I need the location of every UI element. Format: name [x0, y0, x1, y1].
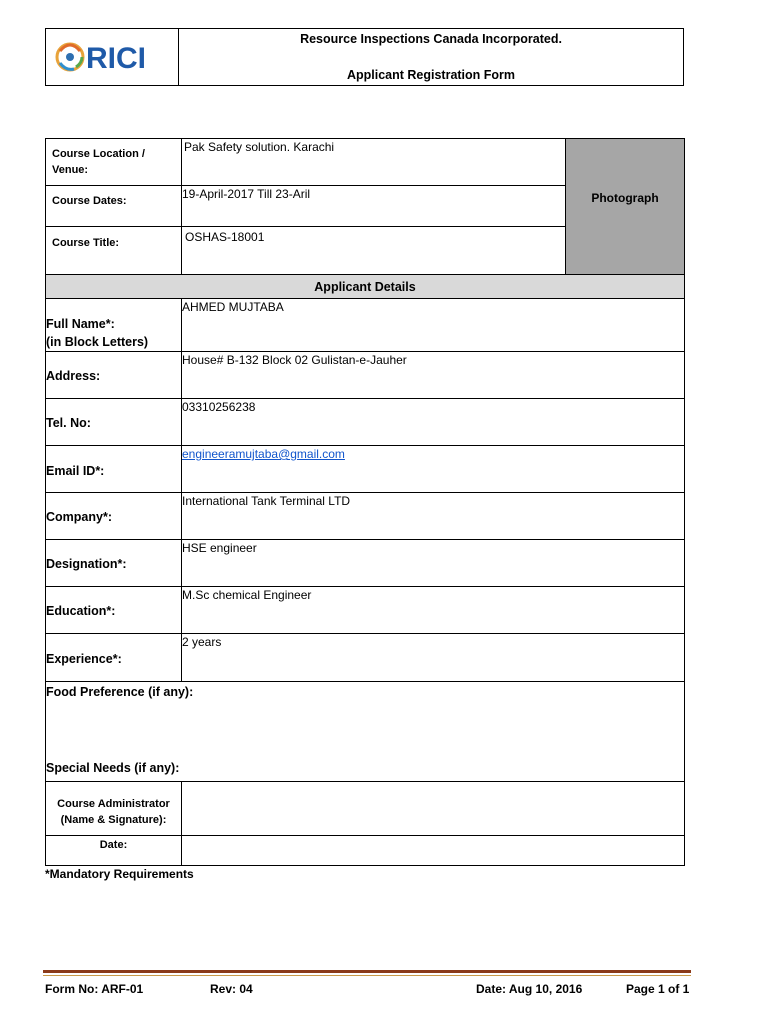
photograph-label: Photograph: [591, 191, 659, 205]
course-title-value: OSHAS-18001: [185, 230, 265, 244]
food-special-needs-field[interactable]: [45, 681, 685, 782]
course-dates-label-cell: [45, 185, 182, 227]
course-admin-field[interactable]: [181, 781, 685, 836]
course-title-field[interactable]: [181, 226, 566, 275]
tel-field[interactable]: [181, 398, 685, 446]
experience-label-cell: [45, 633, 182, 682]
tel-label-cell: [45, 398, 182, 446]
form-title: Applicant Registration Form: [346, 68, 516, 82]
company-label: Company*:: [46, 510, 112, 524]
special-needs-label: Special Needs (if any):: [46, 761, 180, 775]
company-label-cell: [45, 492, 182, 540]
footer-date: Date: Aug 10, 2016: [476, 982, 583, 996]
photograph-box[interactable]: [565, 138, 685, 275]
email-field[interactable]: [181, 445, 685, 493]
course-title-label-cell: [45, 226, 182, 275]
experience-value: 2 years: [182, 635, 222, 649]
address-label: Address:: [46, 369, 101, 383]
food-preference-label: Food Preference (if any):: [46, 685, 194, 699]
experience-label: Experience*:: [46, 652, 122, 666]
course-admin-label: Course Administrator: [57, 798, 170, 810]
logo-text: RICI: [86, 42, 146, 75]
footer-form-no: Form No: ARF-01: [45, 982, 144, 996]
designation-label-cell: [45, 539, 182, 587]
footer-rev: Rev: 04: [210, 982, 253, 996]
email-label: Email ID*:: [46, 464, 105, 478]
date-field[interactable]: [181, 835, 685, 866]
education-field[interactable]: [181, 586, 685, 634]
education-label: Education*:: [46, 604, 116, 618]
rici-logo-icon: [46, 29, 178, 85]
applicant-details-header: [45, 274, 685, 299]
company-name: Resource Inspections Canada Incorporated.: [300, 32, 562, 46]
company-logo: [46, 29, 179, 85]
footer-rule: [43, 970, 691, 973]
email-link[interactable]: engineeramujtaba@gmail.com: [182, 447, 345, 461]
company-field[interactable]: [181, 492, 685, 540]
full-name-field[interactable]: [181, 298, 685, 352]
full-name-label: Full Name*:: [46, 317, 115, 331]
tel-label: Tel. No:: [46, 416, 91, 430]
footer-page: Page 1 of 1: [626, 982, 690, 996]
course-dates-value: 19-April-2017 Till 23-Aril: [182, 187, 311, 201]
designation-field[interactable]: [181, 539, 685, 587]
course-dates-label: Course Dates:: [52, 195, 127, 207]
designation-value: HSE engineer: [182, 541, 257, 555]
full-name-sublabel: (in Block Letters): [46, 335, 149, 349]
course-admin-label-cell: [45, 781, 182, 836]
date-label-cell: [45, 835, 182, 866]
mandatory-note: *Mandatory Requirements: [45, 867, 194, 881]
course-location-value: Pak Safety solution. Karachi: [184, 140, 335, 154]
address-label-cell: [45, 351, 182, 399]
education-label-cell: [45, 586, 182, 634]
address-field[interactable]: [181, 351, 685, 399]
course-location-field[interactable]: [181, 138, 566, 186]
course-location-label: Course Location / Venue:: [52, 148, 145, 176]
address-value: House# B-132 Block 02 Gulistan-e-Jauher: [182, 353, 407, 367]
education-value: M.Sc chemical Engineer: [182, 588, 312, 602]
course-dates-field[interactable]: [181, 185, 566, 227]
course-title-label: Course Title:: [52, 237, 120, 249]
full-name-label-cell: [45, 298, 182, 352]
designation-label: Designation*:: [46, 557, 127, 571]
section-title: Applicant Details: [314, 280, 416, 294]
full-name-value: AHMED MUJTABA: [182, 300, 284, 314]
experience-field[interactable]: [181, 633, 685, 682]
company-value: International Tank Terminal LTD: [182, 494, 351, 508]
email-label-cell: [45, 445, 182, 493]
course-location-label-cell: [45, 138, 182, 186]
date-label: Date:: [99, 839, 128, 851]
tel-value: 03310256238: [182, 400, 256, 414]
header-text-block: [179, 29, 683, 85]
footer-rule-thin: [43, 975, 691, 976]
course-admin-sublabel: (Name & Signature):: [60, 814, 167, 826]
form-header: [45, 28, 684, 86]
